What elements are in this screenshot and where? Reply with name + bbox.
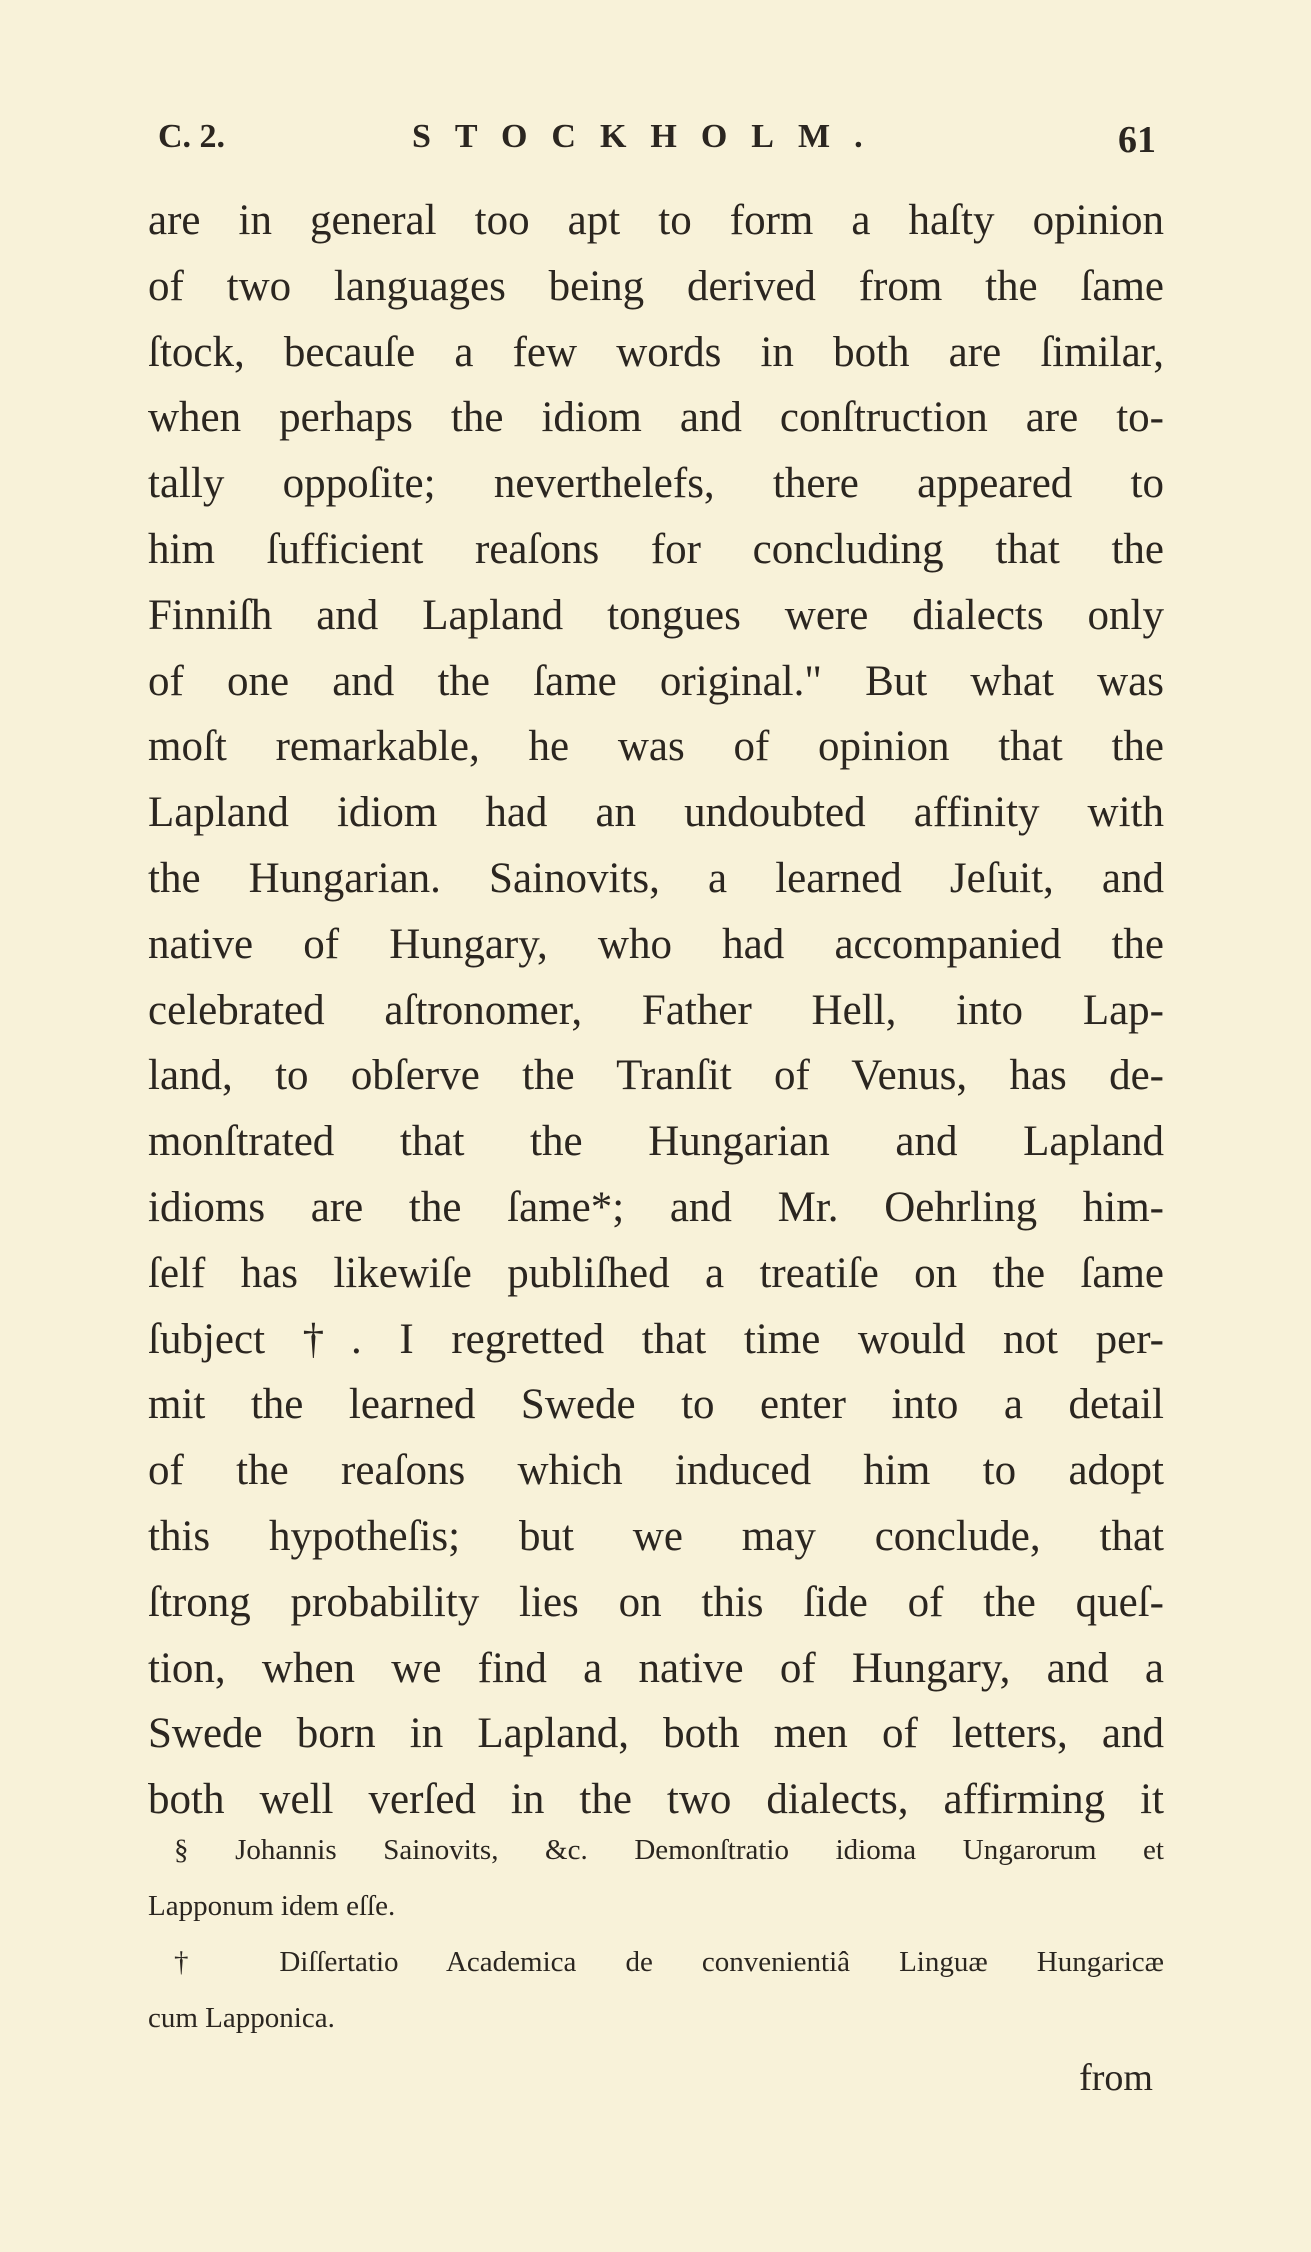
chapter-number: C. 2. (158, 118, 226, 155)
text-line: Swede born in Lapland, both men of letters, and (148, 1710, 1164, 1758)
text-line: Finniſh and Lapland tongues were dialects only (148, 591, 1164, 639)
footnotes (148, 1822, 1164, 2046)
text-line: of two languages being derived from the ſame (148, 262, 1164, 310)
text-line: moſt remarkable, he was of opinion that the (148, 723, 1164, 771)
text-line: ſtrong probability lies on this ſide of the queſ- (148, 1578, 1164, 1626)
body-text (148, 188, 1164, 1833)
footnote-1-line-2: Lapponum idem eſſe. (148, 1890, 396, 1922)
text-line: tally oppoſite; neverthelefs, there appeared to (148, 460, 1164, 508)
text-line: ſelf has likewiſe publiſhed a treatiſe on the ſame (148, 1249, 1164, 1297)
text-line: of the reaſons which induced him to adopt (148, 1447, 1164, 1495)
footnote-2-line-1: † Diſſertatio Academica de convenientiâ Linguæ Hungaricæ (174, 1946, 1164, 1978)
footnote-1-line-1: § Johannis Sainovits, &c. Demonſtratio idioma Ungarorum et (174, 1834, 1164, 1866)
text-line: native of Hungary, who had accompanied the (148, 920, 1164, 968)
text-line: tion, when we find a native of Hungary, and a (148, 1644, 1164, 1692)
text-line: when perhaps the idiom and conſtruction are to- (148, 394, 1164, 442)
text-line: ſtock, becauſe a few words in both are ſimilar, (148, 328, 1164, 376)
footnote-2-line-2: cum Lapponica. (148, 2002, 335, 2034)
running-title: STOCKHOLM. (412, 118, 887, 155)
text-line: land, to obſerve the Tranſit of Venus, has de- (148, 1052, 1164, 1100)
text-line: monſtrated that the Hungarian and Lapland (148, 1118, 1164, 1166)
page-number: 61 (1118, 119, 1156, 161)
catchword: from (1079, 2057, 1153, 2099)
text-line: this hypotheſis; but we may conclude, that (148, 1512, 1164, 1560)
text-line: of one and the ſame original." But what was (148, 657, 1164, 705)
text-line: mit the learned Swede to enter into a detail (148, 1381, 1164, 1429)
text-line: are in general too apt to form a haſty opinion (148, 197, 1164, 244)
text-line: the Hungarian. Sainovits, a learned Jeſuit, and (148, 854, 1164, 902)
text-line: ſubject †. I regretted that time would not per- (148, 1315, 1164, 1363)
text-line: celebrated aſtronomer, Father Hell, into Lap- (148, 986, 1164, 1034)
text-line: both well verſed in the two dialects, affirming it (148, 1776, 1164, 1824)
text-line: idioms are the ſame*; and Mr. Oehrling him- (148, 1183, 1164, 1231)
text-line: him ſufficient reaſons for concluding that the (148, 525, 1164, 573)
text-line: Lapland idiom had an undoubted affinity with (148, 789, 1164, 837)
